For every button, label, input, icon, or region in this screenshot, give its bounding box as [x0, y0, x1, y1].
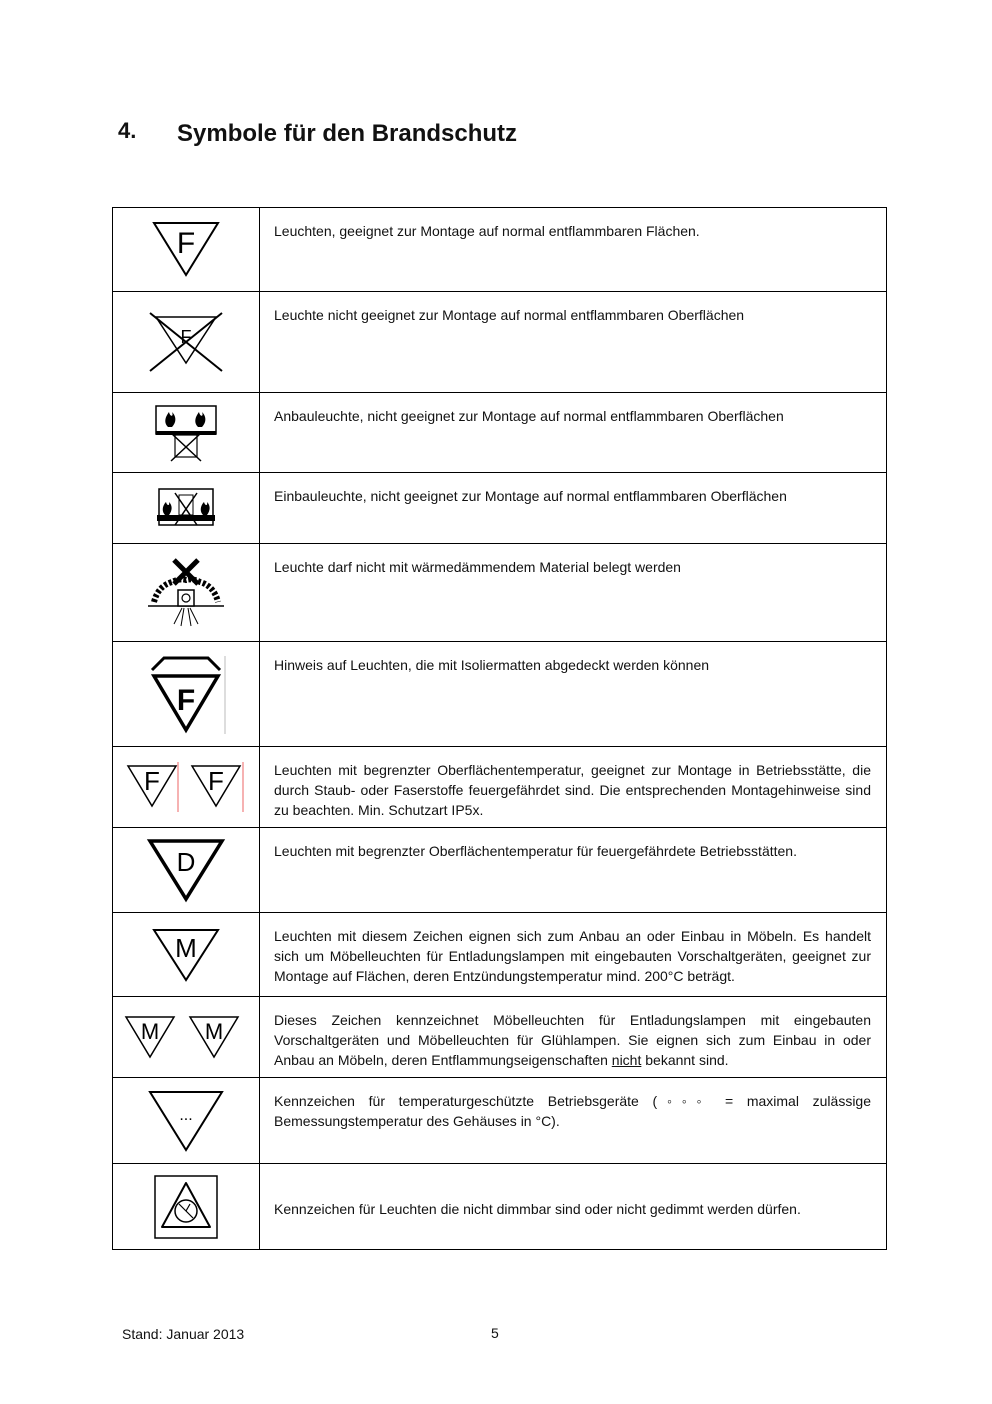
table-row — [112, 828, 887, 913]
table-row — [112, 473, 887, 544]
row-description: Leuchte nicht geeignet zur Montage auf normal entflammbaren Oberflächen — [274, 307, 745, 323]
row-description: Leuchten mit begrenzter Oberflächentemperatur, geeignet zur Montage in Betriebsstätte, die durch Staub- oder Faserstoffe feuergefährdet sind. Die entsprechenden Montagehinweise sind zu beachten. Min. Schutzart IP5x. — [274, 762, 871, 818]
table-row — [112, 642, 887, 747]
table-row — [112, 292, 887, 393]
svg-text:F: F — [180, 327, 192, 347]
table-row — [112, 913, 887, 997]
row-description: Leuchten, geeignet zur Montage auf normal entflammbaren Flächen. — [274, 223, 700, 239]
svg-text:F: F — [176, 684, 196, 717]
no-insulation-cover-icon — [113, 544, 260, 641]
recessed-luminaire-flame-icon — [113, 473, 260, 543]
svg-text:M: M — [175, 932, 197, 963]
double-m-triangle-icon — [113, 997, 260, 1077]
row-description: Anbauleuchte, nicht geeignet zur Montage auf normal entflammbaren Oberflächen — [274, 408, 784, 424]
svg-text:F: F — [176, 226, 196, 260]
svg-text:M: M — [204, 1019, 224, 1044]
section-title: Symbole für den Brandschutz — [177, 120, 518, 147]
svg-text:F: F — [208, 766, 224, 796]
row-description: Leuchten mit begrenzter Oberflächentemperatur für feuergefährdete Betriebsstätten. — [274, 843, 797, 859]
page-number: 5 — [491, 1325, 499, 1341]
row-description: Leuchten mit diesem Zeichen eignen sich zum Anbau an oder Einbau in Möbeln. Es handelt sich um Möbelleuchten für Entladungslampen mit eingebauten Vorschaltgeräten, geeignet zur Montage auf Flächen, deren Entzündungstemperatur mind. 200°C beträgt. — [274, 928, 871, 984]
svg-text:M: M — [140, 1019, 160, 1044]
temperature-triangle-icon — [113, 1078, 260, 1163]
d-triangle-icon — [113, 828, 260, 912]
table-row — [112, 208, 887, 292]
table-row — [112, 393, 887, 473]
row-description: Kennzeichen für temperaturgeschützte Betriebsgeräte (◦◦◦ = maximal zulässige Bemessungstemperatur des Gehäuses in °C). — [274, 1093, 871, 1129]
m-triangle-icon — [113, 913, 260, 996]
underlined-word: nicht — [611, 1052, 642, 1068]
row-description: Dieses Zeichen kennzeichnet Möbelleuchten für Entladungslampen mit eingebauten Vorschaltgeräten und Möbelleuchten für Glühlampen. Sie eignen sich zum Einbau in oder Anbau an Möbeln, deren Entflammungseigenschaften nicht bekannt sind. — [274, 1012, 871, 1068]
svg-text:D: D — [176, 847, 196, 877]
table-row — [112, 997, 887, 1078]
row-description: Einbauleuchte, nicht geeignet zur Montage auf normal entflammbaren Oberflächen — [274, 488, 787, 504]
not-dimmable-icon — [113, 1164, 260, 1249]
symbol-table — [112, 207, 887, 1250]
double-f-triangle-icon — [113, 747, 260, 827]
table-row — [112, 1078, 887, 1164]
table-row — [112, 747, 887, 828]
surface-luminaire-flame-icon — [113, 393, 260, 472]
table-row — [112, 1164, 887, 1250]
f-triangle-icon — [113, 208, 260, 291]
row-description: Kennzeichen für Leuchten die nicht dimmbar sind oder nicht gedimmt werden dürfen. — [274, 1201, 801, 1217]
f-triangle-crossed-icon — [113, 292, 260, 392]
row-description: Hinweis auf Leuchten, die mit Isoliermatten abgedeckt werden können — [274, 657, 710, 673]
footer-status: Stand: Januar 2013 — [122, 1326, 245, 1342]
section-number: 4. — [118, 118, 137, 143]
svg-text:F: F — [144, 766, 160, 796]
svg-text:...: ... — [179, 1106, 193, 1124]
table-row — [112, 544, 887, 642]
row-description: Leuchte darf nicht mit wärmedämmendem Material belegt werden — [274, 559, 681, 575]
f-insulation-mat-icon — [113, 642, 260, 746]
